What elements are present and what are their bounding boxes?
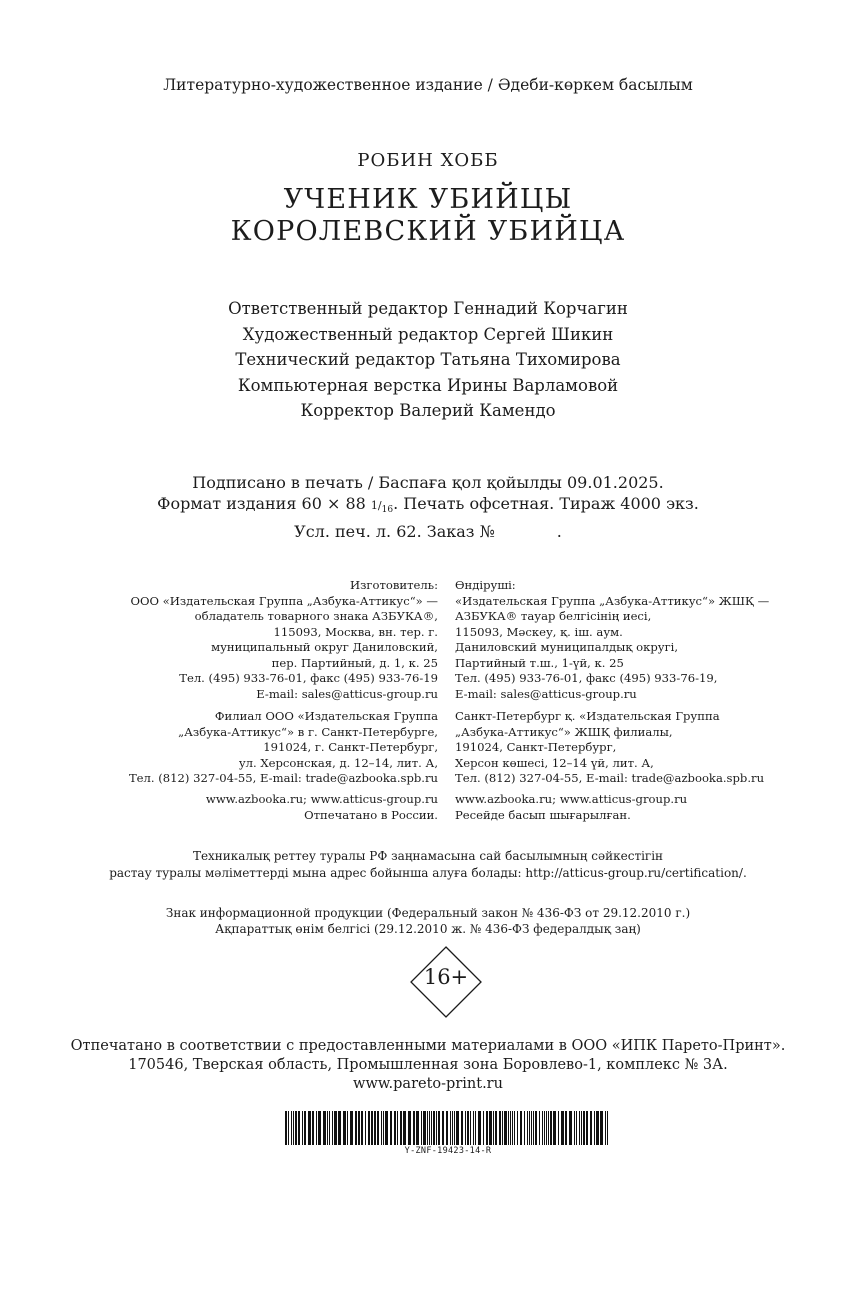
barcode-bars (283, 1111, 613, 1145)
barcode-bar (298, 1111, 300, 1145)
format-fraction (370, 499, 394, 515)
barcode-bar (548, 1111, 549, 1145)
manufacturer-ru-line: E-mail: sales@atticus-group.ru (256, 686, 438, 701)
barcode-bar (586, 1111, 588, 1145)
credit-line: Ответственный редактор Геннадий Корчагин (228, 299, 628, 318)
branch-kz (455, 709, 815, 787)
web-ru-line: www.azbooka.ru; www.atticus-group.ru (205, 792, 438, 806)
branch-ru-line: „Азбука-Аттикус“» в г. Санкт-Петербурге, (178, 724, 438, 739)
barcode-bar (493, 1111, 494, 1145)
barcode-bar (312, 1111, 314, 1145)
barcode-bar (553, 1111, 556, 1145)
barcode-bar (427, 1111, 428, 1145)
barcode-bar (581, 1111, 582, 1145)
barcode-bar (475, 1111, 476, 1145)
barcode-bar (514, 1111, 515, 1145)
certification-line: растау туралы мәліметтерді мына адрес бойынша алуға болады: http://atticus-group.ru/certification/. (109, 866, 747, 880)
branch-kz-line: Тел. (812) 327-04-55, E-mail: trade@azbooka.spb.ru (455, 771, 765, 785)
barcode-bar (413, 1111, 415, 1145)
barcode-bar (465, 1111, 466, 1145)
manufacturer-kz-line: Тел. (495) 933-76-01, факс (495) 933-76-19, (455, 671, 718, 685)
barcode-bar (308, 1111, 311, 1145)
manufacturer-ru-line: ООО «Издательская Группа „Азбука-Аттикус“» — (130, 593, 438, 608)
barcode-bar (433, 1111, 435, 1145)
barcode-bar (473, 1111, 474, 1145)
manufacturer-kz-line: 115093, Мәскеу, қ. іш. аум. (455, 624, 623, 639)
printed-by-line: 170546, Тверская область, Промышленная зона Боровлево-1, комплекс № 3А. (128, 1057, 728, 1073)
barcode-bar (600, 1111, 603, 1145)
barcode-bar (397, 1111, 398, 1145)
barcode-bar (495, 1111, 497, 1145)
web-ru (98, 792, 438, 823)
barcode-bar (561, 1111, 564, 1145)
manufacturer-kz-line: E-mail: sales@atticus-group.ru (455, 686, 637, 701)
barcode-bar (576, 1111, 577, 1145)
barcode-bar (499, 1111, 501, 1145)
barcode-bar (542, 1111, 543, 1145)
barcode-bar (293, 1111, 294, 1145)
barcode-bar (470, 1111, 471, 1145)
branch-ru-line: 191024, г. Санкт-Петербург, (263, 740, 438, 754)
branch-kz-line: „Азбука-Аттикус“» ЖШҚ филиалы, (455, 724, 673, 739)
credit-line: Технический редактор Татьяна Тихомирова (235, 350, 621, 369)
barcode-bar (504, 1111, 507, 1145)
barcode-bar (520, 1111, 522, 1145)
barcode-bar (416, 1111, 419, 1145)
barcode-bar (394, 1111, 396, 1145)
fraction-denominator: 16 (381, 505, 394, 515)
barcode-bar (546, 1111, 547, 1145)
barcode-bar (442, 1111, 444, 1145)
barcode-bar (390, 1111, 392, 1145)
barcode-bar (361, 1111, 363, 1145)
barcode-bar (467, 1111, 469, 1145)
manufacturer-kz (455, 578, 815, 702)
barcode-bar (508, 1111, 509, 1145)
barcode-bar (558, 1111, 559, 1145)
barcode-bar (483, 1111, 484, 1145)
barcode-bar (438, 1111, 440, 1145)
printed-by (0, 1037, 856, 1094)
printed-by-line: www.pareto-print.ru (353, 1076, 503, 1092)
credit-line: Компьютерная верстка Ирины Варламовой (237, 375, 619, 395)
branch-kz-line: 191024, Санкт-Петербург, (455, 740, 617, 754)
barcode-bar (304, 1111, 306, 1145)
format-prefix: Формат издания 60 × 88 (157, 494, 371, 513)
title-line: УЧЕНИК УБИЙЦЫ (283, 184, 573, 215)
barcode-bar (454, 1111, 455, 1145)
barcode-bar (338, 1111, 341, 1145)
manufacturer-ru-line: Изготовитель: (350, 578, 438, 592)
barcode-bar (535, 1111, 537, 1145)
barcode-bar (486, 1111, 488, 1145)
barcode-bar (446, 1111, 448, 1145)
info-sign-note (0, 905, 856, 937)
credit-line: Корректор Валерий Камендо (300, 401, 556, 420)
barcode-bar (365, 1111, 366, 1145)
barcode-bar (596, 1111, 599, 1145)
barcode-bar (524, 1111, 525, 1145)
barcode-bar (436, 1111, 437, 1145)
barcode-bar (421, 1111, 422, 1145)
barcode-bar (512, 1111, 513, 1145)
barcode-bar (590, 1111, 592, 1145)
barcode-bar (579, 1111, 580, 1145)
barcode-bar (347, 1111, 348, 1145)
barcode-bar (291, 1111, 292, 1145)
format-suffix: . Печать офсетная. Тираж 4000 экз. (393, 494, 699, 513)
barcode-bar (371, 1111, 373, 1145)
barcode-bar (594, 1111, 595, 1145)
order-line (0, 521, 856, 542)
manufacturer-ru-line: Тел. (495) 933-76-01, факс (495) 933-76-19 (179, 671, 438, 685)
barcode-bar (368, 1111, 370, 1145)
barcode-bar (569, 1111, 572, 1145)
manufacturer-ru-line: 115093, Москва, вн. тер. г. (273, 624, 438, 639)
edition-type: Литературно-художественное издание / Әдеби-көркем басылым (163, 76, 693, 94)
barcode-bar (574, 1111, 575, 1145)
barcode-bar (502, 1111, 503, 1145)
barcode-bar (327, 1111, 328, 1145)
barcode-bar (429, 1111, 430, 1145)
barcode-bar (423, 1111, 426, 1145)
barcode-bar (452, 1111, 453, 1145)
manufacturer-ru (98, 578, 438, 702)
barcode-bar (431, 1111, 432, 1145)
branch-ru (98, 709, 438, 787)
barcode-bar (355, 1111, 357, 1145)
info-sign-line: Знак информационной продукции (Федеральный закон № 436-ФЗ от 29.12.2010 г.) (165, 906, 691, 920)
barcode-bar (529, 1111, 530, 1145)
barcode-bar (350, 1111, 353, 1145)
barcode-code: Y-ZNF-19423-14-R (404, 1146, 492, 1156)
manufacturer-ru-line: обладатель товарного знака АЗБУКА®, (194, 609, 438, 623)
web-kz-line: Ресейде басып шығарылған. (455, 807, 631, 822)
barcode-bar (318, 1111, 321, 1145)
fraction-separator: / (377, 499, 382, 512)
certification-line: Техникалық реттеу туралы РФ заңнамасына сай басылымның сәйкестігін (192, 849, 664, 863)
barcode-bar (450, 1111, 451, 1145)
barcode-bar (583, 1111, 585, 1145)
barcode-bar (527, 1111, 528, 1145)
barcode-bar (400, 1111, 402, 1145)
barcode (283, 1111, 613, 1161)
barcode-bar (605, 1111, 606, 1145)
age-rating-badge (410, 946, 482, 1018)
manufacturer-kz-line: Өндіруші: (455, 578, 516, 592)
barcode-bar (607, 1111, 608, 1145)
title-line: КОРОЛЕВСКИЙ УБИЙЦА (230, 216, 626, 247)
barcode-bar (510, 1111, 511, 1145)
order-label: Усл. печ. л. 62. Заказ № (294, 522, 495, 541)
barcode-bar (383, 1111, 384, 1145)
barcode-bar (550, 1111, 552, 1145)
barcode-bar (531, 1111, 532, 1145)
order-end: . (556, 522, 562, 541)
barcode-bar (288, 1111, 289, 1145)
web-kz (455, 792, 815, 823)
branch-kz-line: Санкт-Петербург қ. «Издательская Группа (455, 709, 720, 723)
manufacturer-kz-line: Даниловский муниципалдық округі, (455, 640, 679, 654)
barcode-bar (533, 1111, 534, 1145)
barcode-bar (478, 1111, 481, 1145)
barcode-bar (408, 1111, 411, 1145)
manufacturer-kz-line: «Издательская Группа „Азбука-Аттикус“» ЖШҚ — (455, 593, 770, 608)
print-info (0, 472, 856, 542)
barcode-bar (381, 1111, 382, 1145)
barcode-bar (323, 1111, 326, 1145)
barcode-bar (544, 1111, 545, 1145)
barcode-bar (334, 1111, 337, 1145)
manufacturer-ru-line: пер. Партийный, д. 1, к. 25 (271, 655, 438, 670)
credits-list (0, 296, 856, 424)
barcode-bar (329, 1111, 330, 1145)
barcode-bar (295, 1111, 297, 1145)
credit-line: Художественный редактор Сергей Шикин (242, 324, 614, 344)
branch-ru-line: Филиал ООО «Издательская Группа (214, 709, 438, 723)
barcode-bar (316, 1111, 317, 1145)
format-line (0, 493, 856, 521)
branch-kz-line: Херсон көшесі, 12–14 үй, лит. А, (455, 755, 654, 770)
manufacturer-kz-line: Партийный т.ш., 1-үй, к. 25 (455, 655, 624, 670)
barcode-bar (343, 1111, 346, 1145)
printed-by-line: Отпечатано в соответствии с предоставленными материалами в ООО «ИПК Парето-Принт». (70, 1038, 786, 1054)
web-ru-line: Отпечатано в России. (304, 807, 438, 822)
barcode-bar (461, 1111, 463, 1145)
barcode-bar (358, 1111, 360, 1145)
barcode-bar (385, 1111, 388, 1145)
certification-note (0, 848, 856, 882)
fraction-numerator: 1 (370, 499, 378, 512)
barcode-bar (517, 1111, 518, 1145)
barcode-bar (539, 1111, 540, 1145)
barcode-bar (285, 1111, 287, 1145)
age-rating-text: 16+ (423, 965, 469, 989)
barcode-bar (377, 1111, 379, 1145)
barcode-bar (403, 1111, 406, 1145)
barcode-bar (302, 1111, 303, 1145)
manufacturer-kz-line: АЗБУКА® тауар белгісінің иесі, (455, 609, 652, 623)
web-kz-line: www.azbooka.ru; www.atticus-group.ru (455, 792, 688, 806)
barcode-bar (456, 1111, 459, 1145)
signed-line: Подписано в печать / Баспаға қол қойылды 09.01.2025. (192, 473, 664, 492)
info-sign-line: Ақпараттық өнім белгісі (29.12.2010 ж. № 436-ФЗ федералдық заң) (215, 922, 641, 936)
branch-ru-line: ул. Херсонская, д. 12–14, лит. А, (238, 755, 438, 770)
manufacturer-ru-line: муниципальный округ Даниловский, (211, 640, 438, 654)
book-titles (0, 184, 856, 248)
barcode-bar (332, 1111, 333, 1145)
branch-ru-line: Тел. (812) 327-04-55, E-mail: trade@azbooka.spb.ru (128, 771, 438, 785)
barcode-bar (489, 1111, 492, 1145)
barcode-bar (565, 1111, 567, 1145)
author-name: РОБИН ХОББ (357, 150, 499, 171)
barcode-bar (374, 1111, 376, 1145)
